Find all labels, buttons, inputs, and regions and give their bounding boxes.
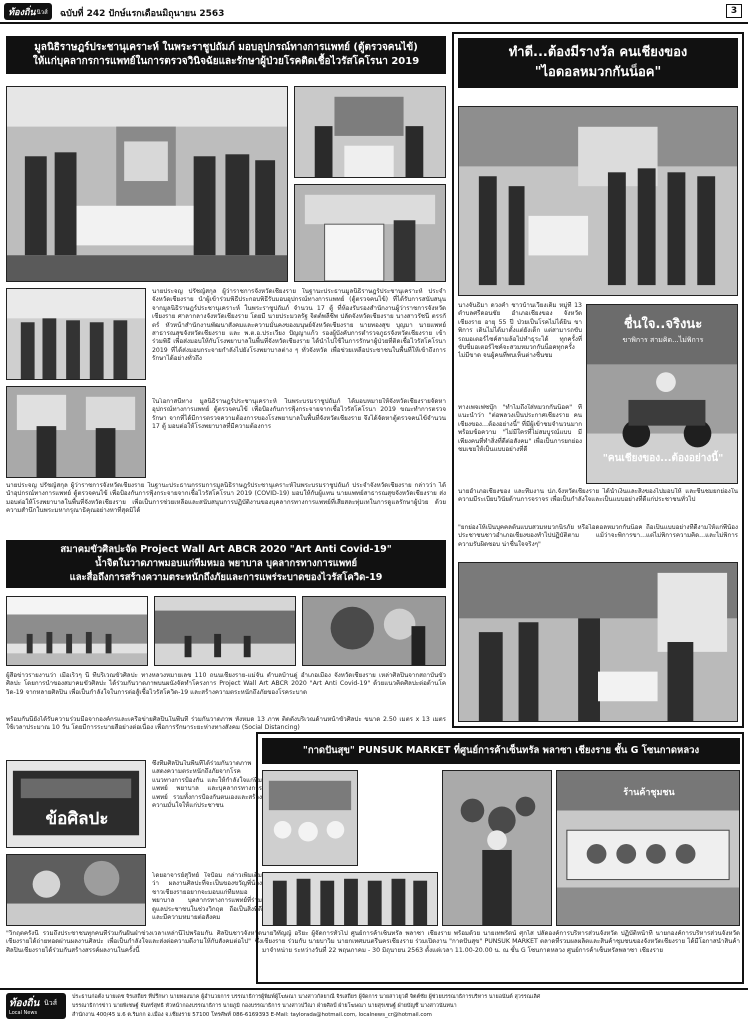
market-sign: ร้านค้าชุมชน xyxy=(623,788,675,798)
story3-body4: โดยอาจารย์สุวิทย์ ใจป้อม กล่าวเพิ่มเติมว่า ผลงานศิลปะที่จะเป็นของขวัญพี่น้องชาวเชียงรายอยากจะมอบแก่ทีมหมอ พยาบาล บุคลากรทางการแพทย์ที่ร่วมดูแลประชาชนในช่วงวิกฤต ถือเป็นสิ่งที่ดีและมีความหมายต่อสังคม xyxy=(152,872,262,922)
story1-photo-group xyxy=(6,288,146,380)
story1-body2: ในโอกาสนี้ทาง มูลนิธิราษฎร์ประชานุเคราะห์ ในพระบรมราชูปถัมภ์ ได้มอบหมายให้จังหวัดเชียงรายจัดหาอุปกรณ์ทางการแพทย์ ตู้ตรวจคนไข้ เพื่อป้องกันการฟุ้งกระจายจากเชื้อไวรัสโคโรนา 2019 ขณะทำการตรวจรักษา จากที่ได้มีการตรวจความต้องการของโรงพยาบาลในพื้นที่จังหวัดเชียงราย จึงได้จัดหาตู้ตรวจคนไข้จำนวน 17 ตู้ มอบต่อให้โรงพยาบาลที่มีความต้องการ xyxy=(152,398,446,431)
story1-photo-ceremony xyxy=(6,86,288,282)
header-logo-sub: นิวส์ xyxy=(36,8,48,16)
story1-title-line1: มูลนิธิราษฎร์ประชานุเคราะห์ ในพระราชูปถัมภ์ มอบอุปกรณ์ทางการแพทย์ (ตู้ตรวจคนไข้) xyxy=(34,42,418,53)
story2-photo-visit xyxy=(458,106,738,296)
story3-title-line3: และสื่อถึงการสร้างความตระหนักถึงภัยและการแพร่ระบาดของไวรัสโควิด-19 xyxy=(69,572,383,583)
issue-info: ฉบับที่ 242 ปักษ์แรกเดือนมิถุนายน 2563 xyxy=(60,9,225,19)
story2-body3: นายอำเภอเชียงของ และทีมงาน ปภ.จังหวัดเชียงราย ได้นำเงินและสิ่งของไปมอบให้ และชื่นชมยกย่องในความมีระเบียบวินัยด้านการจราจร เพื่อเป็นกำลังใจและเป็นแบบอย่างที่ดีแก่ประชาชนทั่วไป xyxy=(458,488,738,504)
story3-body3: ซึ่งทีมศิลปินในพื้นที่ได้ร่วมกันวาดภาพแสดงความตระหนักถึงภัยจากโรค แนวทางการป้องกัน และให้กำลังใจแก่ทีมแพทย์ พยาบาล และบุคลากรทางการแพทย์ รวมทั้งการป้องกันตนเองและสร้างความมั่นใจให้แก่ประชาชน xyxy=(152,760,262,810)
story4-box xyxy=(256,732,744,984)
story2-title xyxy=(458,38,738,88)
story4-photo-market xyxy=(556,770,740,926)
footer-logo xyxy=(6,993,66,1019)
story1-body1: นายประจญ ปรัชญ์สกุล ผู้ว่าราชการจังหวัดเชียงราย ในฐานะประธานมูลนิธิราษฎร์ประชานุเคราะห์ ประจำจังหวัดเชียงราย นำผู้เข้าร่วมพิธีประกอบพิธีรับมอบอุปกรณ์ทางการแพทย์ (ตู้ตรวจคนไข้) ที่ได้รับการสนับสนุนจากมูลนิธิราษฎร์ประชานุเคราะห์ ในพระราชูปถัมภ์ จำนวน 17 ตู้ ที่ห้องรับรองสำนักงานผู้ว่าราชการจังหวัดเชียงราย ศาลากลางจังหวัดเชียงราย โดยมี นายประมวลรัฐ จิตต์พลีชีพ ปลัดจังหวัดเชียงราย นางสาวรัชนี ตรรกัตร์ หัวหน้าสำนักงานพัฒนาสังคมและความมั่นคงของมนุษย์จังหวัดเชียงราย นายทองสุข บุญมา นายแพทย์สาธารณสุขจังหวัดเชียงราย และ พ.ต.อ.ประเวียง ปัญญาแก้ว รองผู้บังคับการตำรวจภูธรจังหวัดเชียงราย เข้าร่วมพิธี เพื่อส่งมอบให้กับโรงพยาบาลในพื้นที่จังหวัดเชียงราย ได้นำไปใช้ในการรักษาผู้ป่วยที่ติดเชื้อไวรัสโคโรนา 2019 ที่ได้ส่งมอบกระจายกำลังไปยังโรงพยาบาลต่าง ๆ ทั่วจังหวัด เพื่อช่วยเหลือประชาชนในพื้นที่ให้เข้าถึงการรักษาได้อย่างทั่วถึง xyxy=(152,288,446,363)
story2-body2: ทางเพจเฟซบุ๊ก "ทำไมถึงใส่หมวกกันน็อค" ที่แนะนำว่า "ต่อพลวงเป็นประกาศเชียงราย คนเชียงของ…ต้องอย่างนี้" ที่มีผู้เข้าชมจำนวนมาก พร้อมข้อความ "ไม่มีใครที่ไม่สมบูรณ์แบบ มีเพียงคนที่ทำสิ่งที่ดีต่อสังคม" เพื่อเป็นการยกย่องชมเชยให้เป็นแบบอย่างที่ดี xyxy=(458,404,582,454)
footer-line2: บรรณาธิการข่าว นายพิเชษฐ์ จันทร์สุทธิ หัวหน้ากองบรรณาธิการ นายภูมิ กองบรรณาธิการ นางสาวปวีณา ฝ่ายศิลป์ ฝ่ายโฆษณา นายสุรเชษฐ์ ฝ่ายบัญชี นางสาวนันทนา xyxy=(72,1003,457,1009)
overlay-headline: ชื่นใจ..จริงนะ xyxy=(623,317,703,332)
footer-logo-sub: นิวส์ xyxy=(44,999,57,1007)
story2-photo-rider xyxy=(586,304,738,484)
overlay-subline: ขาพิการ สามคิด...ไม่พิการ xyxy=(622,336,704,344)
story2-photo-donation xyxy=(458,562,738,722)
footer-logo-text: ท้องถิ่น xyxy=(9,998,40,1009)
story1-photo-handover xyxy=(294,86,446,178)
sign-text: ข้อศิลปะ xyxy=(45,809,109,829)
story3-photo-mural xyxy=(6,854,146,926)
story4-photo-fruit xyxy=(442,770,552,926)
story1-photo-officials xyxy=(6,386,146,478)
story3-body2: พร้อมกันนี้ยังได้รับความร่วมมือจากองค์กรและเครือข่ายศิลปินในพื้นที่ ร่วมกันวาดภาพ ทั้งหมด 13 ภาพ ติดตั้งบริเวณด้านหน้าขัวศิลปะ ขนาด 2.50 เมตร x 13 เมตร ใช้เวลาประมาณ 10 วัน โดยมีการระบายสีอย่างต่อเนื่อง เพื่อการรักษาระยะห่างทางสังคม (Social Distancing) xyxy=(6,716,446,732)
story2-box xyxy=(452,32,744,728)
page-header xyxy=(0,0,748,26)
story3-photo-wall-mid xyxy=(154,596,296,666)
story1-body3: นายประจญ ปรัชญ์สกุล ผู้ว่าราชการจังหวัดเชียงราย ในฐานะประธานกรรมการมูลนิธิราษฎร์ประชานุเคราะห์ในพระบรมราชูปถัมภ์ ประจำจังหวัดเชียงราย กล่าวว่า ได้นำอุปกรณ์ทางการแพทย์ ตู้ตรวจคนไข้ เพื่อป้องกันการฟุ้งกระจายจากเชื้อไวรัสโคโรนา 2019 (COVID-19) มอบให้กับผู้แทน นายแพทย์สาธารณสุขจังหวัดเชียงราย ส่งมอบต่อให้โรงพยาบาลในพื้นที่จังหวัดเชียงราย เพื่อเป็นการช่วยเหลือและสนับสนุนการปฏิบัติงานของบุคลากรทางการแพทย์ที่เสียสละทุ่มเทในการดูแลรักษาผู้ป่วย ด้วยความสำนึกในพระมหากรุณาธิคุณอย่างหาที่สุดมิได้ xyxy=(6,482,446,515)
story3-title-line2: น้ำจิตในวาดภาพมอบแก่ทีมหมอ พยาบาล บุคลากรทางการแพทย์ xyxy=(94,558,358,569)
story3-photo-wall-left xyxy=(6,596,148,666)
story3-photo-sign xyxy=(6,760,146,848)
story1-title xyxy=(6,36,446,74)
story1-title-line2: ให้แก่บุคลากรการแพทย์ในการตรวจวินิจฉัยและรักษาผู้ป่วยโรคติดเชื้อไวรัสโคโรนา 2019 xyxy=(32,56,420,67)
story3-photo-wall-right xyxy=(302,596,446,666)
story4-photo-crowd xyxy=(262,872,438,926)
footer-line1: ประธานก่อตั้ง นายเดช จิรเสถียร ที่ปรึกษา นายทองนาค ผู้อำนวยการ บรรณาธิการผู้พิมพ์ผู้โฆษณา นางสาวกัลยาณี จิรเสถียร ผู้จัดการ นายสาวยุวดี จิตต์ชัย ผู้ช่วยบรรณาธิการบริหาร นายอนันต์ สุวรรณเลิศ xyxy=(72,994,541,1000)
story3-body1: ผู้สื่อข่าวรายงานว่า เมื่อเร็วๆ นี้ ที่บริเวณขัวศิลปะ ทางหลวงหมายเลข 110 ถนนเชียงราย-แม่จัน ตำบลบ้านดู่ อำเภอเมือง จังหวัดเชียงราย เหล่าศิลปินจากสถาบันขัวศิลปะ โดยการนำของสมาคมขัวศิลปะ ได้ร่วมกันวาดภาพบนผนังจัดทำโครงการ Project Wall Art ABCR 2020 "Art Anti Covid-19" ด้วยแนวคิดศิลปะต่อต้านโควิด-19 จากหลายศิลปิน เพื่อเป็นกำลังใจในการต่อสู้เชื้อไวรัสโควิด-19 และสร้างความตระหนักถึงภัยของโรคระบาด xyxy=(6,672,446,696)
story2-body1: นางจันธิมา ดวงคำ ชาวบ้านเวียงเดิม หมู่ที่ 13 ตำบลศรีดอนชัย อำเภอเชียงของ จังหวัดเชียงราย อายุ 55 ปี ป่วยเป็นโรคไม่ได้ยิน ขาพิการ เดินไม่ได้มาตั้งแต่ยังเด็ก แต่สามารถขับรถมอเตอร์ไซค์สามล้อไปทำธุระได้ ทุกครั้งที่ขับขี่มอเตอร์ไซค์จะสวมหมวกกันน็อคทุกครั้งไม่มีขาด จนผู้คนที่พบเห็นต่างชื่นชม xyxy=(458,302,582,360)
story2-title-line2: "ไอดอลหมวกกันน็อค" xyxy=(534,65,662,80)
story4-title: "กาดปันสุข" PUNSUK MARKET ที่ศูนย์การค้าเซ็นทรัล พลาซา เชียงราย ชั้น G โซนกาดหลวง xyxy=(262,738,740,764)
overlay-slogan: "คนเชียงของ...ต้องอย่างนี้" xyxy=(602,453,724,464)
story3-body5: "วิกฤตครั้งนี้ รวมถึงประชาชนทุกคนที่ร่วมกันฝันฝ่าช่วงเวลาเหล่านี้ไปพร้อมกัน ศิลปินชาวจังหวัดเชียงรายได้ถ่ายทอดผ่านผลงานศิลปะ เพื่อเป็นกำลังใจและส่งต่อความดีงามให้กับสังคมต่อไป" ซึ่งศิลปินเชียงรายได้ร่วมกันสร้างสรรค์ผลงานในครั้งนี้ xyxy=(6,930,262,954)
footer-rule xyxy=(0,988,748,990)
footer-logo-tag: Local News xyxy=(9,1010,38,1016)
story4-body: นายวิทัญญ์ อริยะ ผู้จัดการทั่วไป ศูนย์การค้าเซ็นทรัล พลาซา เชียงราย พร้อมด้วย นายเทพรัตน์ ศุกไส ปลัดองค์การบริหารส่วนจังหวัด ปฏิบัติหน้าที่ นายกองค์การบริหารส่วนจังหวัดเชียงราย ร่วมกับ นายบาวิม นายกเทศมนตรีนครเชียงราย ร่วมเปิดงาน "กาดปันสุข" PUNSUK MARKET ตลาดที่รวมผลผลิตและสินค้าชุมชนของจังหวัดเชียงราย ได้มีโอกาสนำสินค้ามาจำหน่าย ระหว่างวันที่ 22 พฤษภาคม - 30 มิถุนายน 2563 ตั้งแต่เวลา 11.00-20.00 น. ณ ชั้น G โซนกาดหลวง ศูนย์การค้าเซ็นทรัลพลาซา เชียงราย xyxy=(262,930,740,954)
page-footer xyxy=(0,988,748,1024)
story1-photo-cabinet xyxy=(294,184,446,282)
page-number: 3 xyxy=(726,4,742,18)
header-logo xyxy=(4,3,52,20)
header-logo-text: ท้องถิ่น xyxy=(8,7,36,18)
story2-title-line1: ทำดี...ต้องมีรางวัล คนเชียงของ xyxy=(508,45,688,60)
story3-title xyxy=(6,540,446,588)
story4-photo-stall xyxy=(262,770,358,866)
footer-line3: สำนักงาน 400/45 ม.6 ต.ริมกก อ.เมือง จ.เชียงราย 57100 โทรศัพท์ 086-6169393 E-Mail: taylorada@hotmail.com, localnews_cr@hotmail.com xyxy=(72,1012,432,1018)
header-rule xyxy=(0,22,748,24)
story2-quote: "ยกย่องให้เป็นบุคคลต้นแบบสวมหมวกนิรภัย หรือไอดอลหมวกกันน็อค ถือเป็นแบบอย่างที่ดีงามให้แก่พี่น้องประชาชนชาวอำเภอเชียงของทำไปปฏิบัติตาม แม้ว่าจะพิการขา...แต่ไม่พิการความคิด...และไม่พิการความรับผิดชอบ น่าชื่นใจจริงๆ" xyxy=(458,524,738,548)
story3-title-line1: สมาคมขัวศิลปะจัด Project Wall Art ABCR 2020 "Art Anti Covid-19" xyxy=(60,544,392,555)
